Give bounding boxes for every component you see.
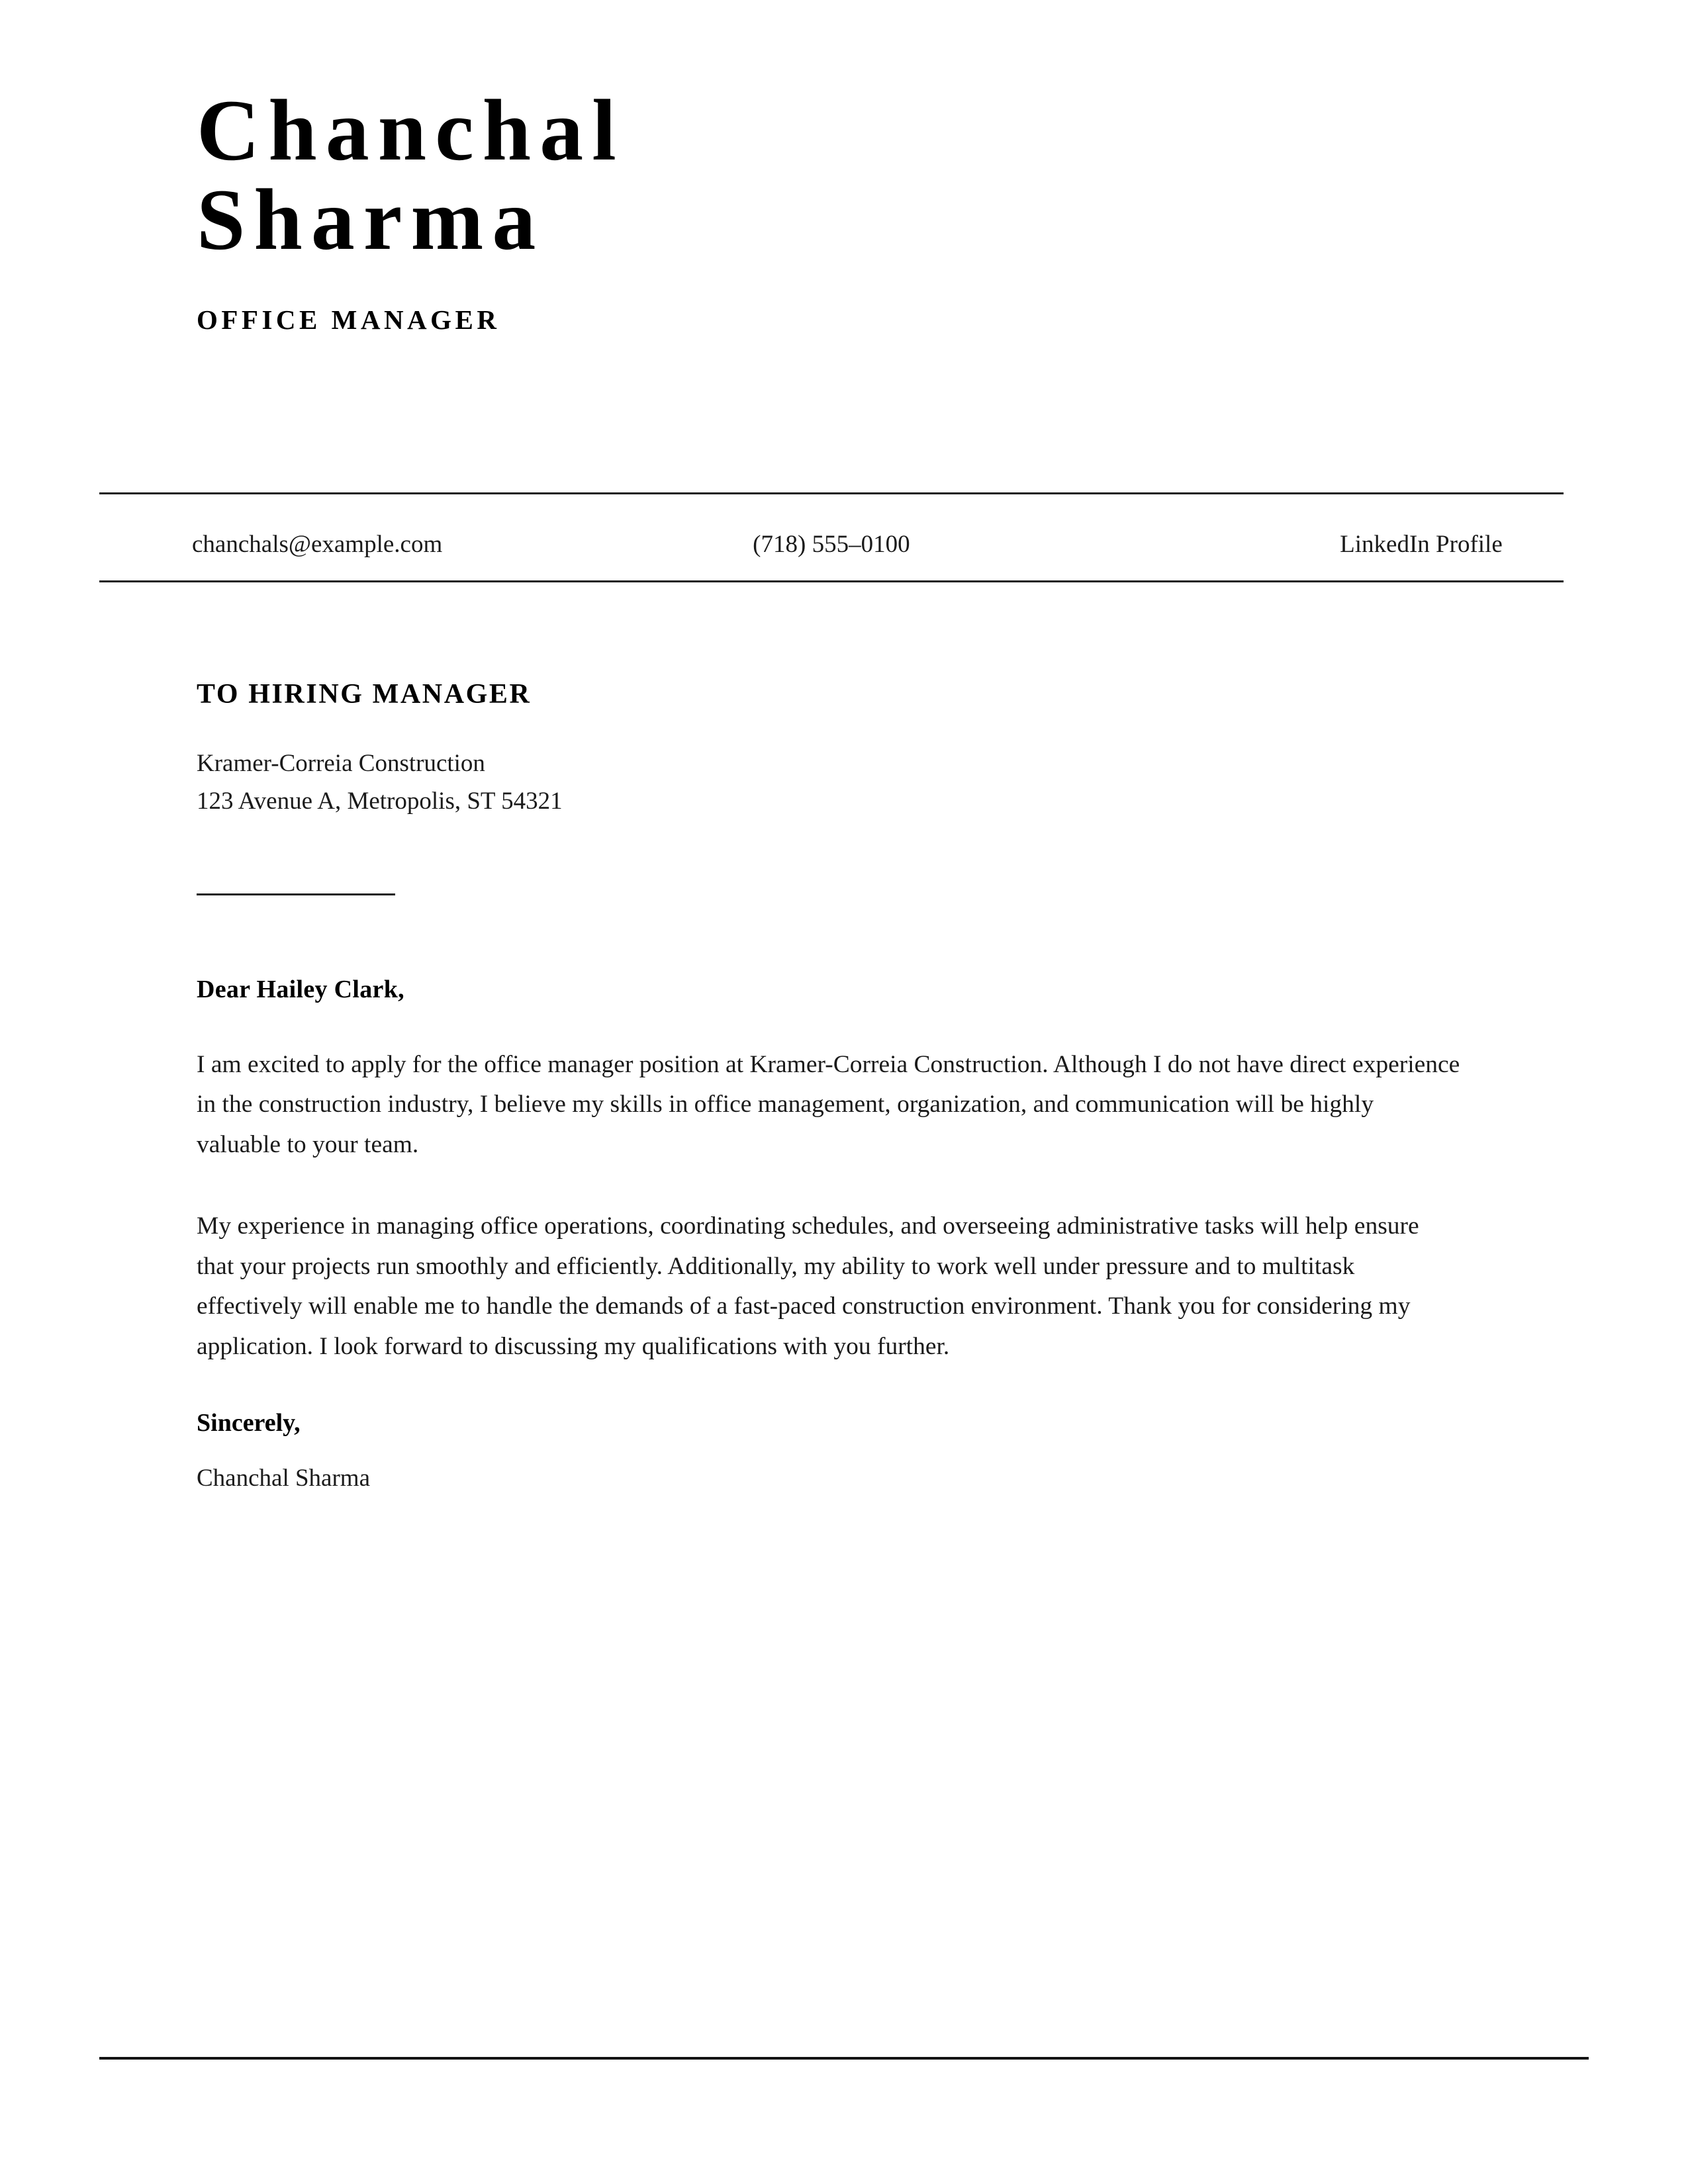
letter-signature-name: Chanchal Sharma <box>197 1464 370 1492</box>
applicant-job-title: OFFICE MANAGER <box>197 304 500 336</box>
applicant-name-line-2: Sharma <box>197 170 545 268</box>
letter-paragraph-2: My experience in managing office operations, coordinating schedules, and overseeing administrative tasks will help ensure that your projects run smoothly and efficiently. Additionally, my ability to work well under pressure and to multitask effectively will enable me to handle the demands of a fast-paced construction environment. Thank you for considering my application. I look forward to discussing my qualifications with you further. <box>197 1212 1419 1361</box>
letter-body <box>197 678 1461 1496</box>
recipient-heading: TO HIRING MANAGER <box>197 679 532 709</box>
section-divider-rule <box>197 893 395 895</box>
contact-rule-bottom <box>99 580 1564 582</box>
letter-salutation: Dear Hailey Clark, <box>197 975 404 1003</box>
contact-phone[interactable]: (718) 555–0100 <box>753 531 910 558</box>
contact-email[interactable]: chanchals@example.com <box>192 531 443 558</box>
letterhead <box>197 81 1521 336</box>
contact-row <box>99 510 1564 579</box>
recipient-address: 123 Avenue A, Metropolis, ST 54321 <box>197 788 563 815</box>
contact-rule-top <box>99 492 1564 494</box>
applicant-name-line-1: Chanchal <box>197 81 625 179</box>
recipient-company: Kramer-Correia Construction <box>197 750 485 777</box>
contact-linkedin-link[interactable]: LinkedIn Profile <box>1340 531 1503 558</box>
letter-closing: Sincerely, <box>197 1408 301 1437</box>
footer-rule <box>99 2057 1589 2060</box>
letter-paragraph-1: I am excited to apply for the office manager position at Kramer-Correia Construction. Although I do not have direct experience in the construction industry, I believe my skills in office management, organization, and communication will be highly valuable to your team. <box>197 1050 1460 1159</box>
